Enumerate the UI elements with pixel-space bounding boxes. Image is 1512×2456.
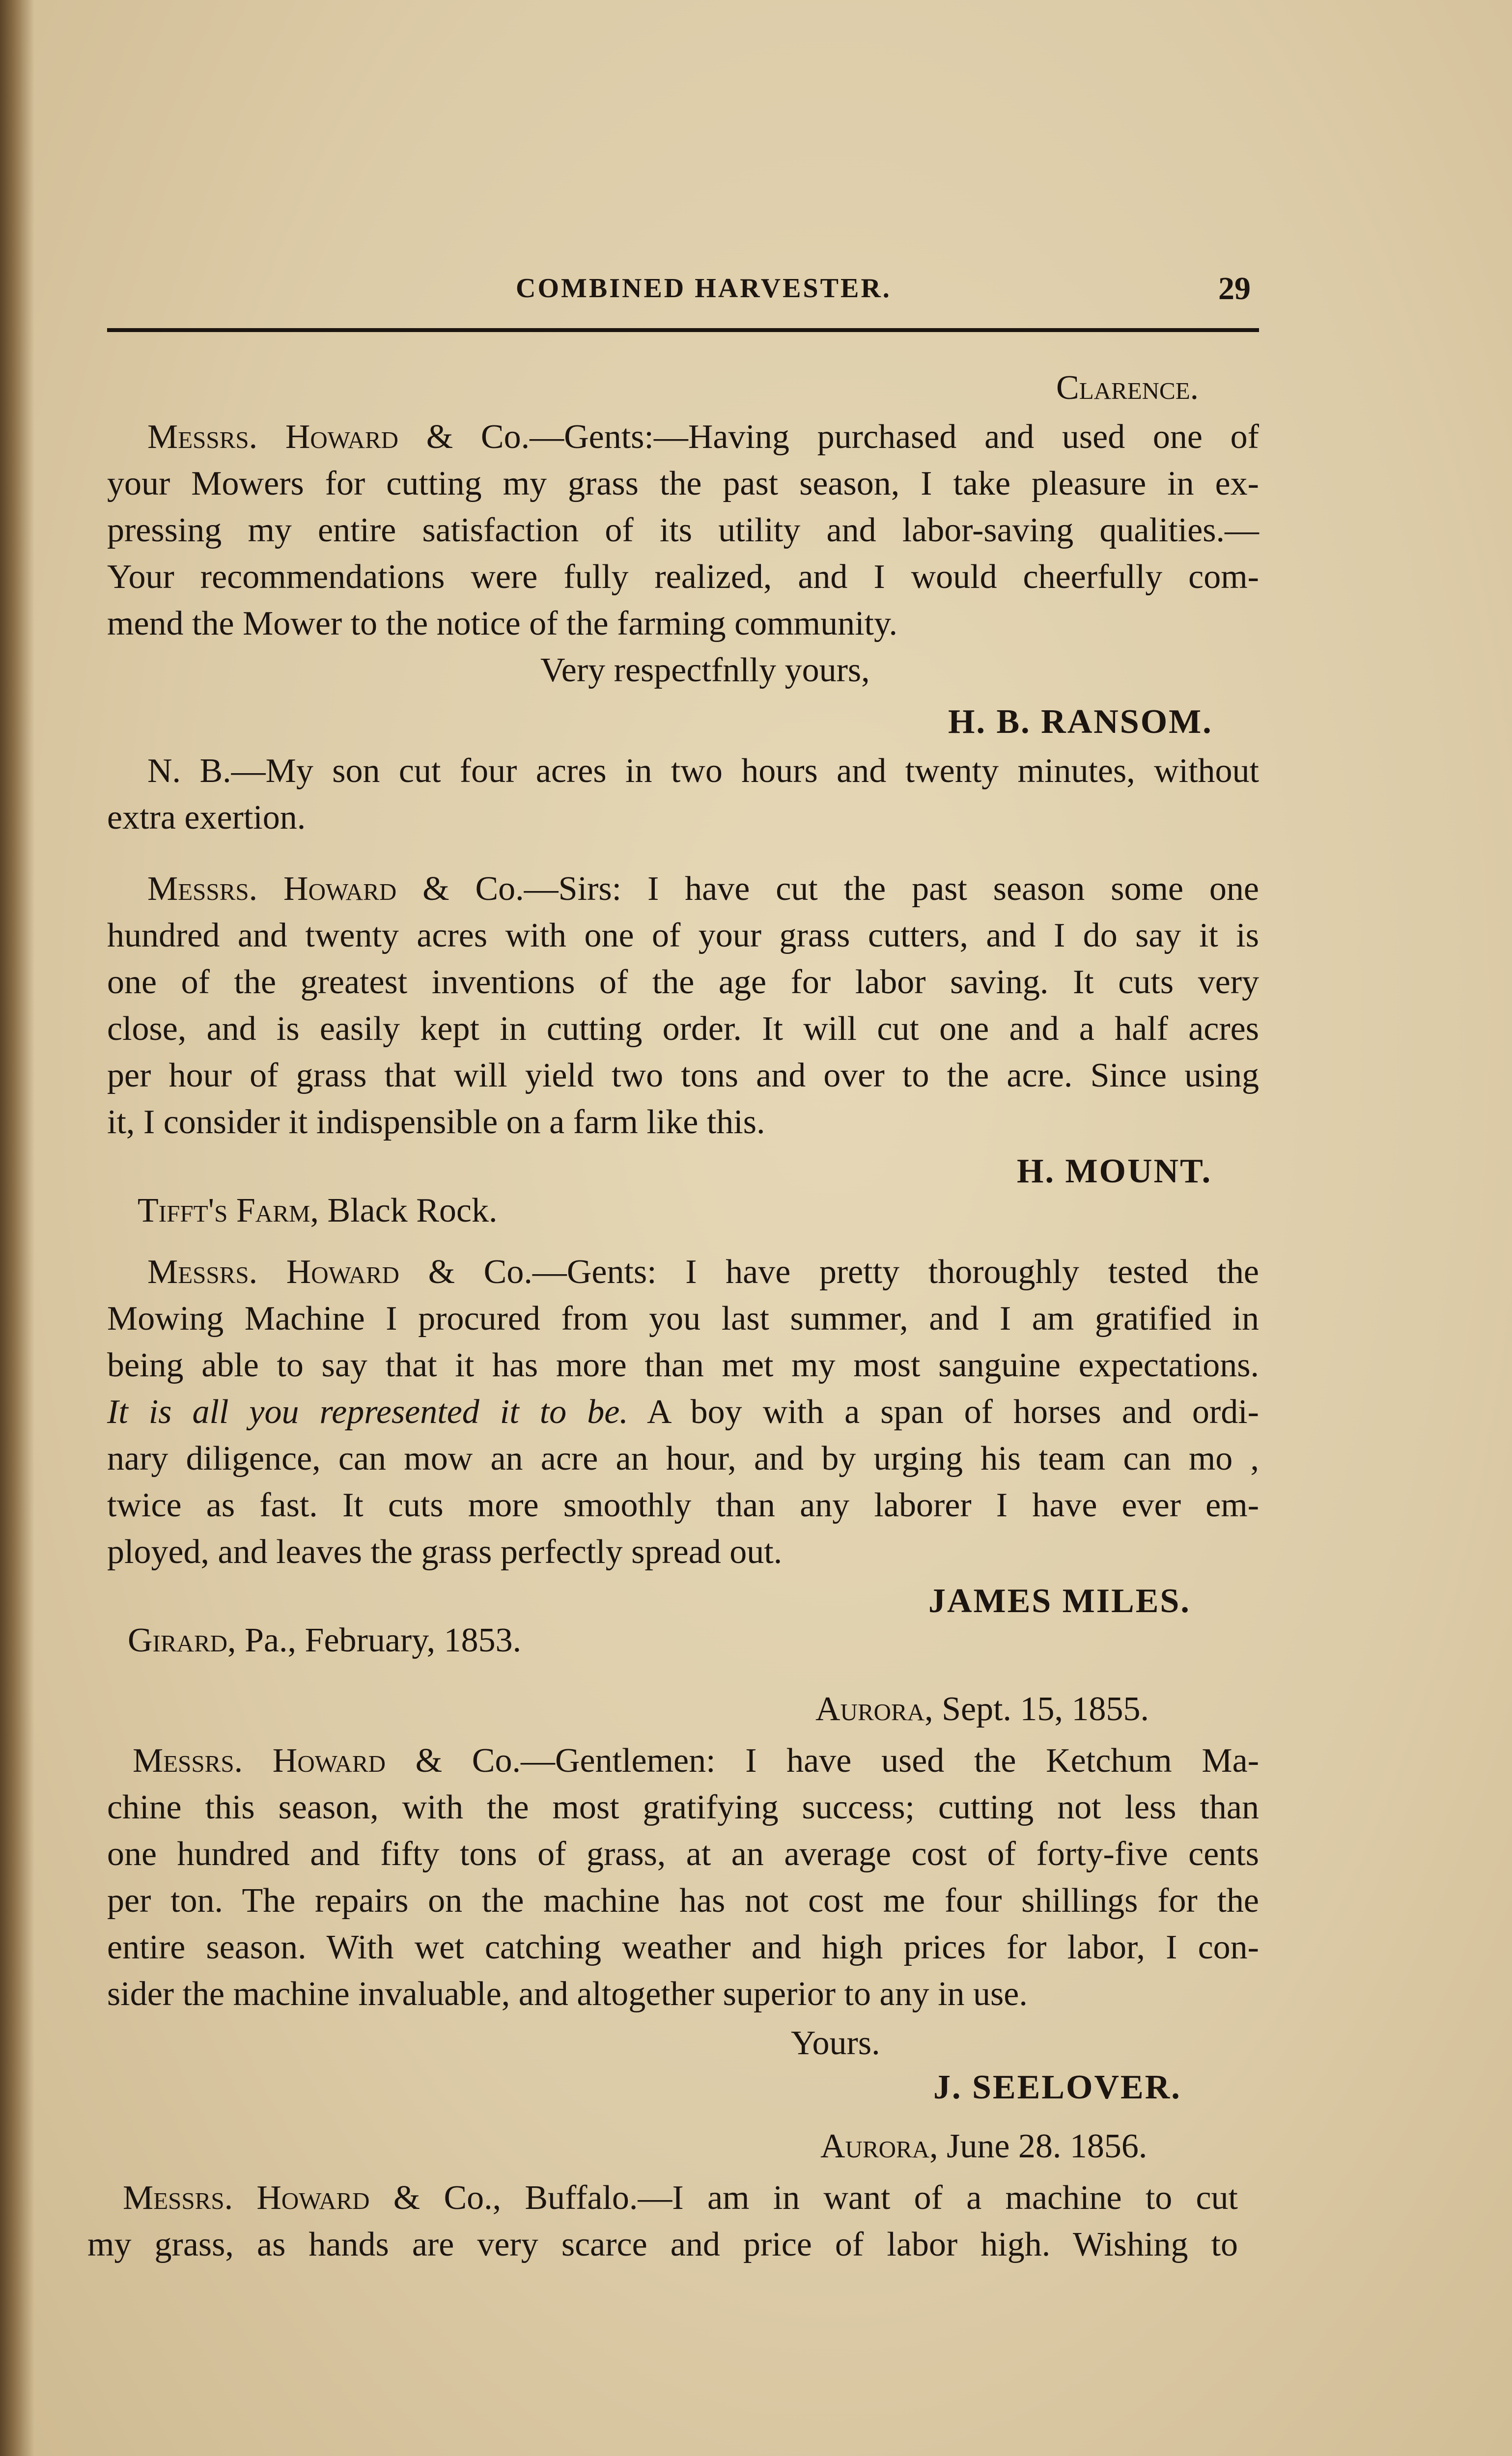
place-rest: Black Rock. [327, 1192, 498, 1229]
letter-3-line-5: nary diligence, can mow an acre an hour, and by urging his team can mo , [107, 1440, 1259, 1478]
salutation: Messrs. Howard [147, 870, 397, 908]
letter-2-line-6: it, I consider it indispensible on a farm like this. [107, 1103, 765, 1141]
letter-5-line-1 [123, 2178, 1238, 2218]
letter-1-line-5: mend the Mower to the notice of the farming community. [107, 605, 897, 642]
letter-2-signature: H. MOUNT. [1017, 1152, 1212, 1190]
letter-3-dateline [128, 1621, 521, 1660]
letter-5-line-2: my grass, as hands are very scarce and price of labor high. Wishing to [87, 2226, 1238, 2263]
running-title: COMBINED HARVESTER. [516, 273, 892, 304]
book-binding-shadow [0, 0, 34, 2456]
letter-3-line-4 [107, 1393, 1259, 1432]
page-number: 29 [1218, 271, 1251, 307]
letter-5-dateline [820, 2127, 1147, 2166]
letter-2-line-5: per hour of grass that will yield two tons and over to the acre. Since using [107, 1057, 1259, 1094]
letter-3-line-6: twice as fast. It cuts more smoothly than any laborer I have ever em- [107, 1486, 1259, 1524]
letter-4-line-4: per ton. The repairs on the machine has not cost me four shillings for the [107, 1882, 1259, 1920]
letter-2-line-2: hundred and twenty acres with one of your grass cutters, and I do say it is [107, 917, 1259, 954]
letter-4-line-5: entire season. With wet catching weather and high prices for labor, I con- [107, 1928, 1259, 1966]
salutation: Messrs. Howard [147, 1253, 399, 1291]
letter-1-line-4: Your recommendations were fully realized, and I would cheerfully com- [107, 558, 1259, 596]
dateline-rest: Sept. 15, 1855. [942, 1690, 1149, 1728]
letter-3-place [138, 1191, 498, 1230]
dateline-rest: June 28. 1856. [947, 2127, 1148, 2165]
dateline-rest: Pa., February, 1853. [245, 1621, 522, 1659]
letter-3-line-3: being able to say that it has more than met my most sanguine expectations. [107, 1346, 1259, 1384]
body-text: & Co.—Gents: I have pretty thoroughly tested the [428, 1253, 1259, 1291]
letter-1-line-3: pressing my entire satisfaction of its utility and labor-saving qualities.— [107, 511, 1259, 549]
letter-3-line-2: Mowing Machine I procured from you last summer, and I am gratified in [107, 1300, 1259, 1338]
letter-3-line-7: ployed, and leaves the grass perfectly spread out. [107, 1533, 783, 1571]
body-text: & Co., Buffalo.—I am in want of a machine to cut [393, 2179, 1238, 2217]
salutation: Messrs. Howard [133, 1742, 386, 1780]
letter-4-line-3: one hundred and fifty tons of grass, at an average cost of forty-five cents [107, 1835, 1259, 1873]
letter-2-line-3: one of the greatest inventions of the age for labor saving. It cuts very [107, 963, 1259, 1001]
body-text: A boy with a span of horses and ordi- [646, 1393, 1259, 1431]
body-text: & Co.—Gents:—Having purchased and used one of [426, 418, 1259, 456]
body-text: & Co.—Gentlemen: I have used the Ketchum Ma- [415, 1742, 1260, 1780]
letter-4-dateline [815, 1690, 1149, 1729]
dateline-place: Girard, [128, 1621, 236, 1659]
header-rule [107, 328, 1259, 332]
italic-phrase: It is all you represented it to be. [107, 1393, 628, 1431]
letter-1-nb-line-2: extra exertion. [107, 799, 306, 837]
letter-4-closing: Yours. [791, 2024, 880, 2062]
letter-1-closing: Very respectfnlly yours, [540, 651, 870, 689]
letter-2-line-1 [147, 869, 1259, 909]
letter-1-place: Clarence. [1056, 369, 1199, 407]
letter-1-line-1 [147, 418, 1259, 457]
letter-4-line-1 [133, 1741, 1259, 1781]
place-name: Tifft's Farm, [138, 1192, 319, 1229]
dateline-place: Aurora, [820, 2127, 938, 2165]
letter-3-line-1 [147, 1253, 1259, 1292]
letter-4-line-6: sider the machine invaluable, and altogether superior to any in use. [107, 1975, 1028, 2013]
letter-2-line-4: close, and is easily kept in cutting order. It will cut one and a half acres [107, 1010, 1259, 1048]
body-text: & Co.—Sirs: I have cut the past season some one [422, 870, 1259, 908]
letter-1-line-2: your Mowers for cutting my grass the past season, I take pleasure in ex- [107, 465, 1259, 502]
dateline-place: Aurora, [815, 1690, 933, 1728]
letter-1-signature: H. B. RANSOM. [948, 703, 1213, 741]
letter-1-nb-line-1: N. B.—My son cut four acres in two hours and twenty minutes, without [147, 752, 1259, 790]
letter-4-line-2: chine this season, with the most gratifying success; cutting not less than [107, 1788, 1259, 1826]
letter-3-signature: JAMES MILES. [928, 1582, 1191, 1620]
salutation: Messrs. Howard [123, 2179, 370, 2217]
salutation: Messrs. Howard [147, 418, 399, 456]
letter-4-signature: J. SEELOVER. [933, 2068, 1181, 2106]
